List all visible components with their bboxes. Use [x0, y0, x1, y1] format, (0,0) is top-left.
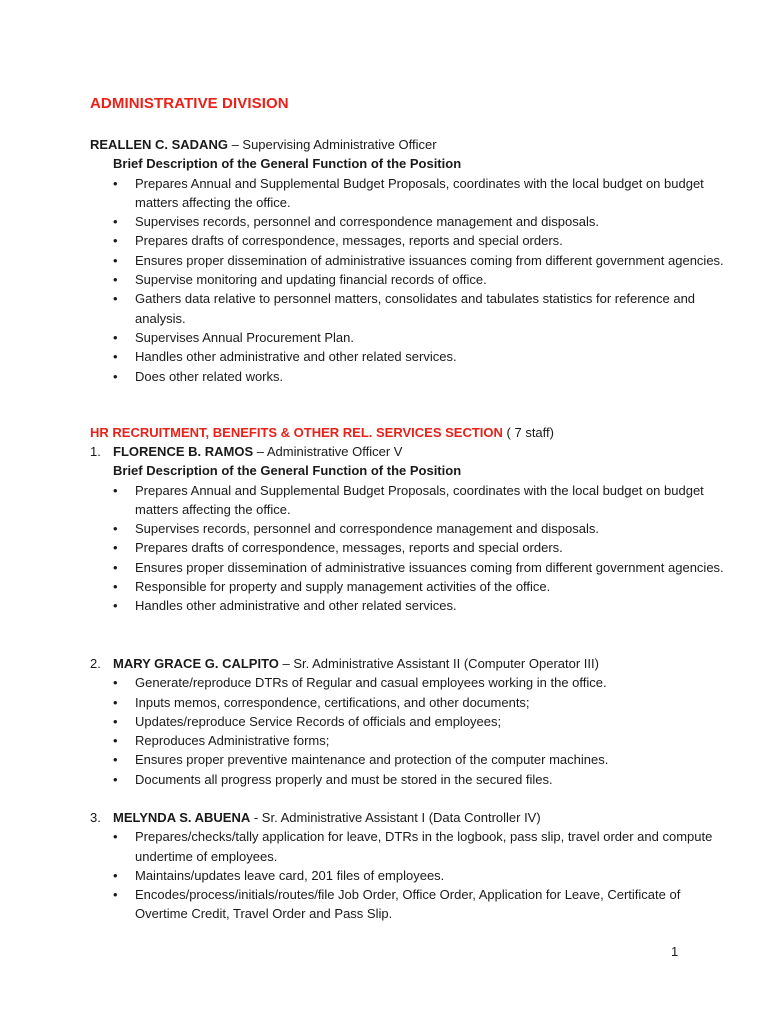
officer-duties [90, 174, 730, 386]
duty-item: • Prepares Annual and Supplemental Budget Proposals, coordinates with the local budget on budget matters affecting the office. [135, 174, 730, 213]
duty-item: • Handles other administrative and other related services. [135, 596, 730, 615]
duty-item: • Reproduces Administrative forms; [135, 731, 730, 750]
staff-block-3 [90, 808, 730, 924]
staff-number: 3. [90, 810, 101, 825]
staff-block-1 [90, 442, 730, 616]
duty-item: • Supervises records, personnel and correspondence management and disposals. [135, 212, 730, 231]
staff-duties [90, 827, 730, 923]
duty-item: • Prepares/checks/tally application for leave, DTRs in the logbook, pass slip, travel order and compute undertime of employees. [135, 827, 730, 866]
section-title: HR RECRUITMENT, BENEFITS & OTHER REL. SERVICES SECTION [90, 425, 503, 440]
duty-item: • Ensures proper dissemination of administrative issuances coming from different government agencies. [135, 558, 730, 577]
officer-name: REALLEN C. SADANG [90, 137, 228, 152]
staff-number: 2. [90, 656, 101, 671]
duty-item: • Ensures proper dissemination of administrative issuances coming from different government agencies. [135, 251, 730, 270]
staff-block-2 [90, 654, 730, 789]
staff-name: MELYNDA S. ABUENA [113, 810, 251, 825]
description-heading: Brief Description of the General Function of the Position [113, 463, 462, 479]
duty-item: • Updates/reproduce Service Records of officials and employees; [135, 712, 730, 731]
section-heading [90, 423, 730, 442]
duty-item: • Responsible for property and supply management activities of the office. [135, 577, 730, 596]
duty-item: • Supervises Annual Procurement Plan. [135, 328, 730, 347]
division-title: ADMINISTRATIVE DIVISION [90, 95, 289, 112]
staff-heading [90, 808, 730, 827]
staff-name: MARY GRACE G. CALPITO [113, 656, 279, 671]
section-staff-count: ( 7 staff) [502, 425, 554, 440]
duty-item: • Ensures proper preventive maintenance and protection of the computer machines. [135, 750, 730, 769]
officer-heading [90, 135, 730, 154]
staff-number: 1. [90, 444, 101, 459]
duty-item: • Does other related works. [135, 367, 730, 386]
duty-item: • Supervises records, personnel and correspondence management and disposals. [135, 519, 730, 538]
duty-item: • Handles other administrative and other related services. [135, 347, 730, 366]
duty-item: • Maintains/updates leave card, 201 files of employees. [135, 866, 730, 885]
description-heading: Brief Description of the General Function of the Position [113, 156, 462, 172]
duty-item: • Prepares drafts of correspondence, messages, reports and special orders. [135, 538, 730, 557]
duty-item: • Supervise monitoring and updating financial records of office. [135, 270, 730, 289]
staff-name: FLORENCE B. RAMOS [113, 444, 254, 459]
page-number: 1 [671, 944, 679, 959]
duty-item: • Generate/reproduce DTRs of Regular and casual employees working in the office. [135, 673, 730, 692]
duty-item: • Prepares drafts of correspondence, messages, reports and special orders. [135, 231, 730, 250]
staff-duties [90, 673, 730, 789]
officer-block [90, 135, 730, 386]
staff-duties [90, 481, 730, 616]
duty-item: • Encodes/process/initials/routes/file Job Order, Office Order, Application for Leave, Certificate of Overtime Credit, Travel Order and Pass Slip. [135, 885, 730, 924]
officer-role: – Supervising Administrative Officer [227, 137, 437, 152]
duty-item: • Gathers data relative to personnel matters, consolidates and tabulates statistics for reference and analysis. [135, 289, 730, 328]
staff-role: – Administrative Officer V [253, 444, 403, 459]
duty-item: • Inputs memos, correspondence, certifications, and other documents; [135, 693, 730, 712]
duty-item: • Documents all progress properly and must be stored in the secured files. [135, 770, 730, 789]
staff-heading [90, 442, 730, 461]
staff-role: – Sr. Administrative Assistant II (Computer Operator III) [278, 656, 599, 671]
duty-item: • Prepares Annual and Supplemental Budget Proposals, coordinates with the local budget on budget matters affecting the office. [135, 481, 730, 520]
staff-heading [90, 654, 730, 673]
staff-role: - Sr. Administrative Assistant I (Data Controller IV) [250, 810, 541, 825]
